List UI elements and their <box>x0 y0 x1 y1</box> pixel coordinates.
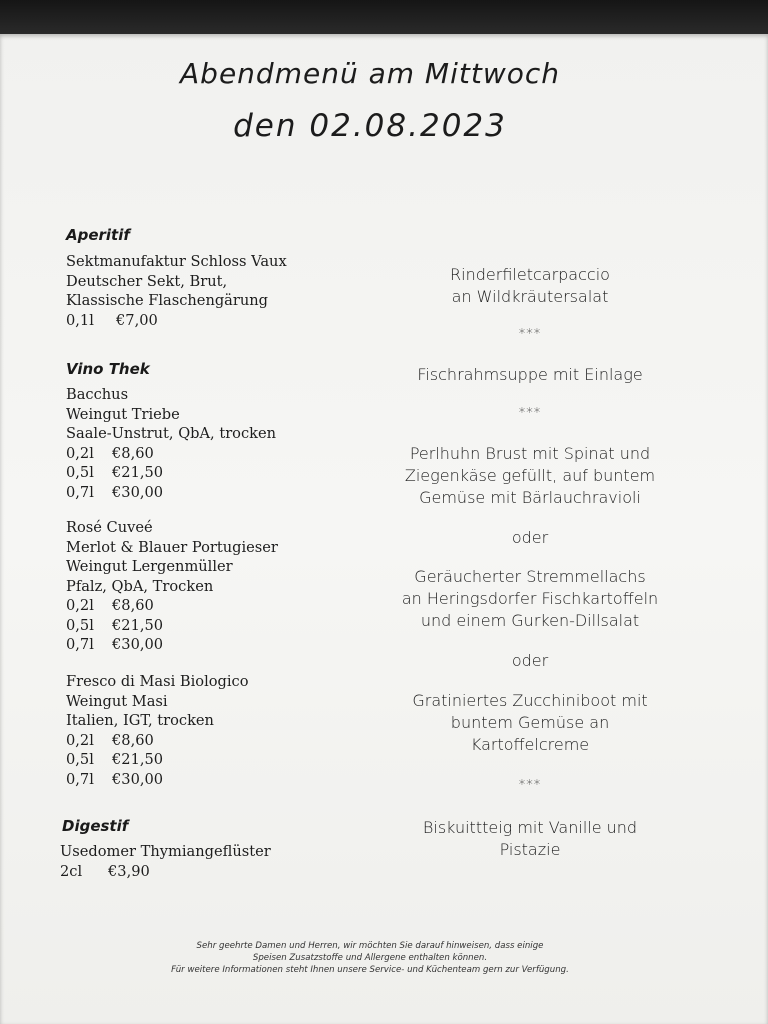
wine-line: Weingut Masi <box>66 692 168 710</box>
course-line: Kartoffelcreme <box>470 735 590 754</box>
volume: 0,7l <box>66 636 94 653</box>
volume: 2cl <box>60 862 83 880</box>
course-line: Gemüse mit Bärlauchravioli <box>419 488 641 507</box>
wine-item <box>66 518 278 655</box>
wine-line: Pfalz, QbA, Trocken <box>66 577 214 595</box>
volume: 0,2l <box>66 444 94 462</box>
aperitif-line: Sektmanufaktur Schloss Vaux <box>66 253 287 270</box>
price-row <box>66 770 249 790</box>
price-row <box>66 444 276 464</box>
price-row <box>66 596 278 616</box>
footer-line: Für weitere Informationen steht Ihnen unsere Service- und Küchenteam gern zur Verfügung. <box>171 965 569 976</box>
price: €21,50 <box>112 616 164 634</box>
course-separator: *** <box>518 778 542 793</box>
course-line: an Heringsdorfer Fischkartoffeln <box>401 589 659 608</box>
course-line: Ziegenkäse gefüllt, auf buntem <box>404 466 656 485</box>
wine-line: Fresco di Masi Biologico <box>66 673 249 690</box>
price: €30,00 <box>112 770 164 788</box>
or-label: oder <box>511 651 549 670</box>
wine-line: Bacchus <box>66 386 129 403</box>
course-line: Gratiniertes Zucchiniboot mit <box>412 691 648 710</box>
price: €21,50 <box>112 464 164 481</box>
course-line: Geräucherter Stremmellachs <box>414 567 646 586</box>
dessert-course <box>390 817 670 861</box>
price-row <box>66 311 287 331</box>
starter-course <box>390 264 670 308</box>
menu-title: Abendmenü am Mittwoch <box>180 57 560 90</box>
course-line: Pistazie <box>499 840 561 859</box>
main-course-option <box>390 443 670 509</box>
price: €3,90 <box>108 862 150 880</box>
digestif-heading: Digestif <box>62 817 129 835</box>
wine-item <box>66 672 249 789</box>
price-row <box>66 616 278 636</box>
price: €8,60 <box>112 444 154 462</box>
digestif-item <box>60 842 271 881</box>
footer-line: Sehr geehrte Damen und Herren, wir möchten Sie darauf hinweisen, dass einige <box>196 941 544 951</box>
course-line: an Wildkräutersalat <box>451 287 609 306</box>
course-separator: *** <box>518 406 542 421</box>
price: €30,00 <box>112 483 164 501</box>
course-separator: *** <box>518 327 542 342</box>
aperitif-item <box>66 252 287 330</box>
course-line: Fischrahmsuppe mit Einlage <box>417 365 643 384</box>
volume: 0,5l <box>66 751 94 768</box>
main-course-option <box>390 566 670 632</box>
price-row <box>66 635 278 655</box>
or-label: oder <box>511 528 549 547</box>
wine-line: Italien, IGT, trocken <box>66 712 214 729</box>
price-row <box>60 862 271 882</box>
background-top <box>0 0 768 34</box>
price-row <box>66 731 249 751</box>
volume: 0,2l <box>66 731 94 749</box>
course-line: Biskuittteig mit Vanille und <box>422 818 638 837</box>
price: €30,00 <box>112 636 164 653</box>
volume: 0,1l <box>66 311 94 329</box>
main-course-option <box>390 690 670 756</box>
course-line: buntem Gemüse an <box>450 713 610 732</box>
price: €21,50 <box>112 751 164 768</box>
price: €8,60 <box>112 597 154 614</box>
volume: 0,7l <box>66 770 94 788</box>
digestif-line: Usedomer Thymiangeflüster <box>60 843 271 860</box>
wine-line: Weingut Lergenmüller <box>66 558 233 575</box>
volume: 0,2l <box>66 597 94 614</box>
wine-line: Saale-Unstrut, QbA, trocken <box>66 425 277 442</box>
course-line: Rinderfiletcarpaccio <box>450 265 610 284</box>
aperitif-line: Klassische Flaschengärung <box>66 292 269 309</box>
wine-line: Merlot & Blauer Portugieser <box>66 538 278 556</box>
price: €8,60 <box>112 731 154 749</box>
volume: 0,5l <box>66 616 94 634</box>
volume: 0,5l <box>66 464 94 481</box>
wine-line: Weingut Triebe <box>66 405 180 423</box>
course-line: und einem Gurken-Dillsalat <box>420 611 640 630</box>
price-row <box>66 483 276 503</box>
aperitif-line: Deutscher Sekt, Brut, <box>66 272 228 290</box>
course-line: Perlhuhn Brust mit Spinat und <box>409 444 651 463</box>
price-row <box>66 750 249 770</box>
menu-date: den 02.08.2023 <box>233 108 507 144</box>
wine-item <box>66 385 276 502</box>
price: €7,00 <box>116 311 158 329</box>
soup-course <box>390 364 670 386</box>
vino-thek-heading: Vino Thek <box>66 360 150 378</box>
price-row <box>66 463 276 483</box>
allergen-notice <box>0 940 740 977</box>
wine-line: Rosé Cuveé <box>66 519 153 536</box>
footer-line: Speisen Zusatzstoffe und Allergene enthalten können. <box>252 953 488 964</box>
volume: 0,7l <box>66 483 94 501</box>
aperitif-heading: Aperitif <box>66 226 130 244</box>
